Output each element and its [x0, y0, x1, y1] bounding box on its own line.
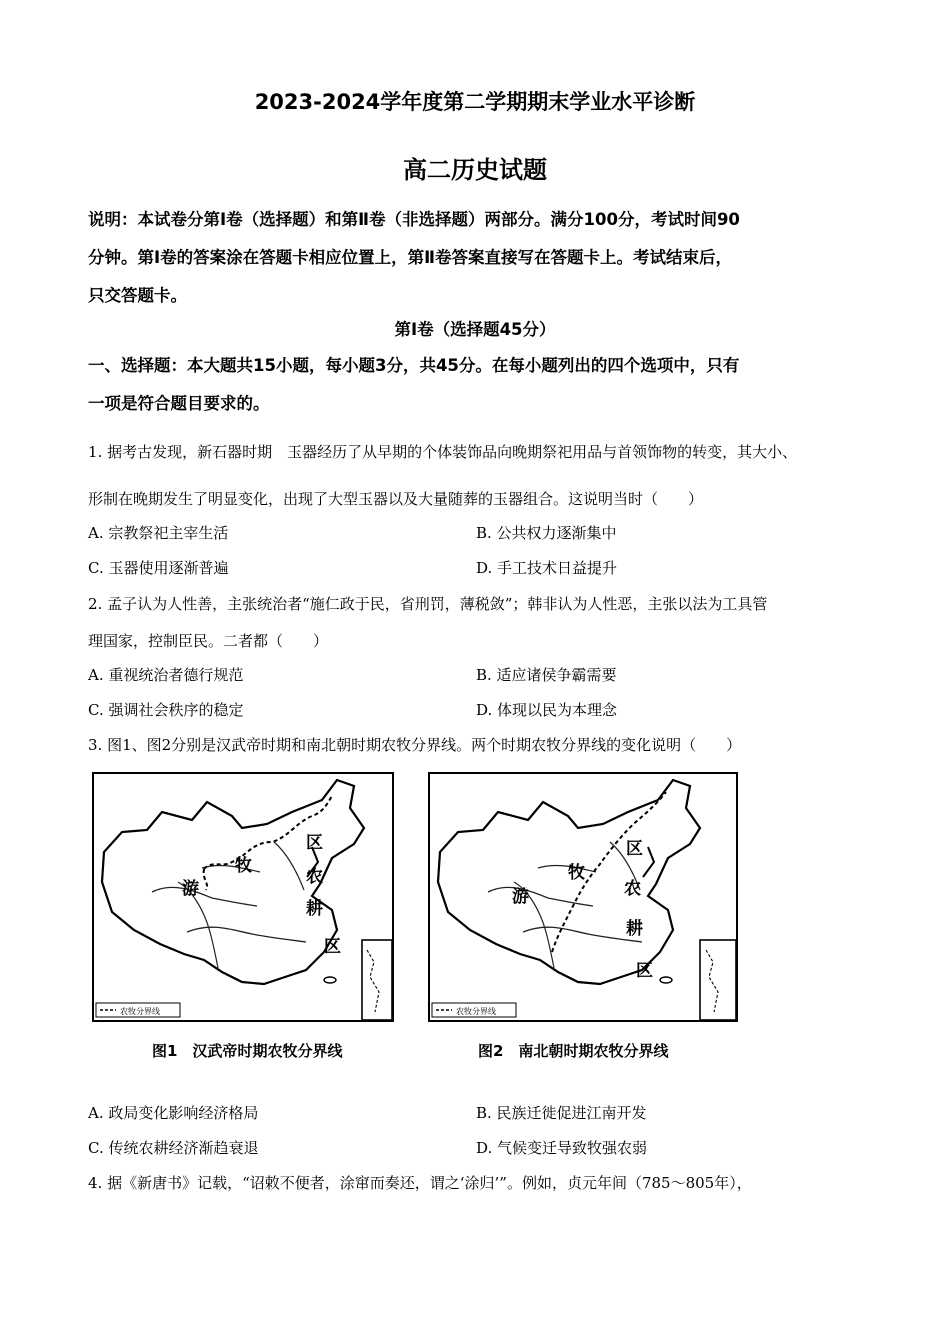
instructions-line-2: 分钟。第Ⅰ卷的答案涂在答题卡相应位置上，第Ⅱ卷答案直接写在答题卡上。考试结束后， [88, 248, 733, 267]
map-legend-text: 农牧分界线 [120, 1007, 160, 1016]
question-1-option-c: C. 玉器使用逐渐普遍 [88, 559, 229, 577]
map-label-farming: 耕 [306, 899, 323, 919]
question-2-option-d: D. 体现以民为本理念 [476, 701, 618, 719]
question-3-option-c: C. 传统农耕经济渐趋衰退 [88, 1139, 259, 1157]
question-1-stem-line-1: 1. 据考古发现，新石器时期 玉器经历了从早期的个体装饰品向晚期祭祀用品与首领饰物的转变，其大小、 [88, 443, 798, 461]
section-heading: 第Ⅰ卷（选择题45分） [394, 320, 556, 339]
map-label-farming: 耕 [626, 919, 643, 939]
inset-map [362, 940, 392, 1020]
part-instructions-line-2: 一项是符合题目要求的。 [88, 394, 270, 413]
question-1-stem-line-2: 形制在晚期发生了明显变化，出现了大型玉器以及大量随葬的玉器组合。这说明当时（ ） [88, 490, 704, 508]
exam-subtitle: 高二历史试题 [403, 156, 547, 184]
question-3-option-a: A. 政局变化影响经济格局 [88, 1104, 259, 1122]
inset-map [700, 940, 736, 1020]
question-3-option-d: D. 气候变迁导致牧强农弱 [476, 1139, 648, 1157]
question-2-stem-line-2: 理国家，控制臣民。二者都（ ） [88, 632, 329, 650]
map-label-zone-north: 区 [626, 839, 643, 859]
map-label-pastoral: 牧 [235, 856, 252, 876]
question-2-stem-line-1: 2. 孟子认为人性善，主张统治者“施仁政于民，省刑罚，薄税敛”；韩非认为人性恶，主张以法为工具管 [88, 595, 768, 613]
map-figure-2 [428, 772, 740, 1022]
map-label-nomadic: 游 [182, 879, 199, 899]
map-legend-text: 农牧分界线 [456, 1007, 496, 1016]
question-1-option-a: A. 宗教祭祀主宰生活 [88, 524, 229, 542]
question-4-stem-line-1: 4. 据《新唐书》记载，“诏敕不便者，涂窜而奏还，谓之‘涂归’”。例如，贞元年间（785～805年）， [88, 1174, 752, 1192]
map-1-caption: 图1 汉武帝时期农牧分界线 [152, 1042, 343, 1060]
map-figure-1 [92, 772, 394, 1022]
exam-title: 2023-2024学年度第二学期期末学业水平诊断 [254, 90, 696, 114]
question-1-option-b: B. 公共权力逐渐集中 [476, 524, 617, 542]
question-3-option-b: B. 民族迁徙促进江南开发 [476, 1104, 647, 1122]
part-instructions-line-1: 一、选择题：本大题共15小题，每小题3分，共45分。在每小题列出的四个选项中，只有 [88, 356, 740, 375]
question-2-option-c: C. 强调社会秩序的稳定 [88, 701, 244, 719]
instructions-line-3: 只交答题卡。 [88, 286, 187, 305]
map-label-agricultural: 农 [624, 879, 641, 899]
map-label-nomadic: 游 [512, 887, 529, 907]
map-label-pastoral: 牧 [568, 863, 585, 883]
question-3-stem-line-1: 3. 图1、图2分别是汉武帝时期和南北朝时期农牧分界线。两个时期农牧分界线的变化说明（ ） [88, 736, 742, 754]
question-2-option-b: B. 适应诸侯争霸需要 [476, 666, 617, 684]
question-2-option-a: A. 重视统治者德行规范 [88, 666, 244, 684]
map-label-agricultural: 农 [306, 867, 323, 887]
map-label-zone-north: 区 [306, 833, 323, 853]
instructions-line-1: 说明：本试卷分第Ⅰ卷（选择题）和第Ⅱ卷（非选择题）两部分。满分100分，考试时间90 [88, 210, 740, 229]
map-label-zone-south: 区 [324, 937, 341, 957]
question-1-option-d: D. 手工技术日益提升 [476, 559, 618, 577]
map-label-zone-south: 区 [636, 961, 653, 981]
map-2-caption: 图2 南北朝时期农牧分界线 [478, 1042, 669, 1060]
